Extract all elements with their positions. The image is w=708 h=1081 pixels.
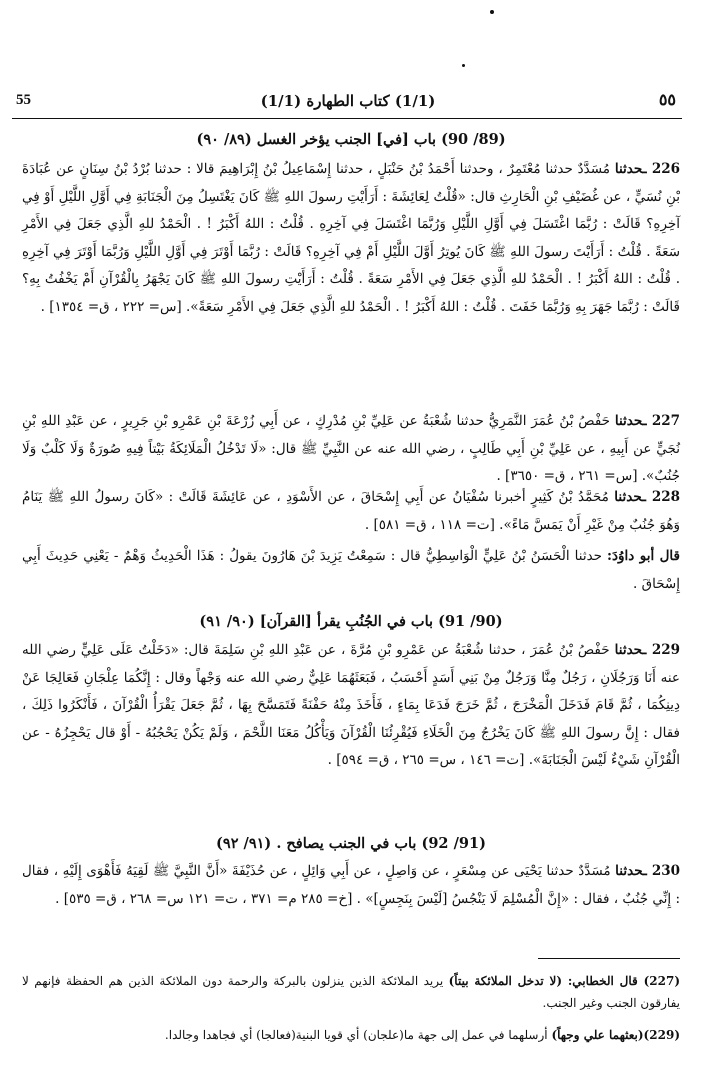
hadith-text: حَفْصُ بْنُ عُمَرَ النَّمَرِيُّ حدثنا شُعْبَةُ عن عَلِيِّ بْنِ مُدْرِكٍ ، عن أَبِي زُرْعَةَ بْنِ عَمْرِو بْنِ جَرِيرٍ ، عن عَبْدِ اللهِ بْنِ نُجَيٍّ عن أَبِيهِ ، عن عَلِيِّ بْنِ أَبِي طَالِبٍ ، رضي الله عنه عن النَّبِيِّ ﷺ قال: «لَا تَدْخُلُ الْمَلَائِكَةُ بَيْتاً فِيهِ صُورَةٌ وَلَا كَلْبٌ وَلَا جُنُبٌ». [س= ٢٦١ ، ق= ٣٦٥٠] . <box>22 413 680 485</box>
scan-mark <box>462 64 465 67</box>
hadith-paragraph <box>22 156 680 322</box>
header-rule <box>12 118 682 119</box>
footnote-229 <box>22 1024 680 1046</box>
hadith-text: مُحَمَّدُ بْنُ كَثِيرٍ أخبرنا سُفْيَانُ عن أَبِي إِسْحَاقَ ، عن الأَسْوَدِ ، عن عَائِشَةَ قَالَتْ : «كَانَ رسولُ اللهِ ﷺ يَنَامُ وَهُوَ جُنُبٌ مِنْ غَيْرِ أَنْ يَمَسَّ مَاءً». [ت= ١١٨ ، ق= ٥٨١] . <box>22 489 680 533</box>
hadith-text: مُسَدَّدٌ حدثنا مُعْتَمِرٌ ، وحدثنا أَحْمَدُ بْنُ حَنْبَلٍ ، حدثنا إِسْمَاعِيلُ بْنُ إِبْرَاهِيمَ قالا : حدثنا بُرْدُ بْنُ سِنَانٍ عن عُبَادَةَ بْنِ نُسَيٍّ ، عن غُضَيْفِ بْنِ الْحَارِثِ قال: «قُلْتُ لِعَائِشَةَ : أَرَأَيْتِ رسولَ اللهِ ﷺ كَانَ يَغْتَسِلُ مِنَ الْجَنَابَةِ فِي أَوَّلِ اللَّيْلِ أَوْ فِي آخِرِهِ؟ قَالَتْ : رُبَّمَا اغْتَسَلَ فِي أَوَّلِ اللَّيْلِ وَرُبَّمَا اغْتَسَلَ فِي آخِرِهِ . قُلْتُ : اللهُ أَكْبَرُ ! . الْحَمْدُ للهِ الَّذِي جَعَلَ فِي الأَمْرِ سَعَةً . قُلْتُ : أَرَأَيْتَ رسولَ اللهِ ﷺ كَانَ يُوتِرُ أَوَّلَ اللَّيْلِ أَمْ فِي آخِرِهِ؟ قَالَتْ : رُبَّمَا أَوْتَرَ فِي أَوَّلِ اللَّيْلِ وَرُبَّمَا أَوْتَرَ فِي آخِرِهِ . قُلْتُ : اللهُ أَكْبَرُ ! . الْحَمْدُ للهِ الَّذِي جَعَلَ فِي الأَمْرِ سَعَةً . قُلْتُ : أَرَأَيْتِ رسولَ اللهِ ﷺ كَانَ يَجْهَرُ بِالْقُرْآنِ أَمْ يَخْفُتُ بِهِ؟ قَالَتْ : رُبَّمَا جَهَرَ بِهِ وَرُبَّمَا خَفَتَ . قُلْتُ : اللهُ أَكْبَرُ ! . الْحَمْدُ للهِ الَّذِي جَعَلَ فِي الأَمْرِ سَعَةً». [س= ٢٢٢ ، ق= ١٣٥٤] . <box>22 161 680 315</box>
footnote-text: يريد الملائكة الذين ينزلون بالبركة والرحمة دون الملائكة الذين هم الحفظة فإنهم لا يفارقون الجنب وغير الجنب. <box>22 974 680 1010</box>
running-header <box>12 86 684 116</box>
section-bab-89 <box>22 126 680 154</box>
hadith-paragraph <box>22 637 680 775</box>
hadith-lead: 226 ـحدثنا <box>614 161 680 177</box>
footnote-lead: (229)(بعثهما علي وجهاً) <box>551 1028 680 1042</box>
scan-mark <box>490 10 494 14</box>
section-bab-90 <box>22 608 680 636</box>
abu-dawud-comment <box>22 543 680 598</box>
comment-text: حدثنا الْحَسَنُ بْنُ عَلِيٍّ الْوَاسِطِيُّ قال : سَمِعْتُ يَزِيدَ بْنَ هَارُونَ يقولُ : هَذَا الْحَدِيثُ وَهْمٌ - يَعْنِي حَدِيثَ أَبِي إِسْحَاقَ . <box>22 548 680 592</box>
hadith-lead: 228 ـحدثنا <box>614 489 681 505</box>
hadith-229 <box>22 637 680 775</box>
hadith-paragraph <box>22 484 680 539</box>
hadith-text: حَفْصُ بْنُ عُمَرَ ، حدثنا شُعْبَةُ عن عَمْرِو بْنِ مُرَّةَ ، عن عَبْدِ اللهِ بْنِ سَلِمَةَ قال: «دَخَلْتُ عَلَى عَلِيٍّ رضي الله عنه أَنَا وَرَجُلَانِ ، رَجُلٌ مِنَّا وَرَجُلٌ مِنْ بَنِي أَسَدٍ أَحْسَبُ ، فَبَعَثَهُمَا عَلِيٌّ رضي الله عنه وَجْهاً وقال : إِنَّكُمَا عِلْجَانِ فَعَالِجَا عَنْ دِينِكُمَا ، ثُمَّ قَامَ فَدَخَلَ الْمَخْرَجَ ، ثُمَّ خَرَجَ فَدَعَا بِمَاءٍ ، فَأَخَذَ مِنْهُ حَفْنَةً فَتَمَسَّحَ بِهَا ، ثُمَّ جَعَلَ يَقْرَأُ الْقُرْآنَ ، فَأَنْكَرُوا ذَلِكَ ، فقال : إِنَّ رسولَ اللهِ ﷺ كَانَ يَخْرُجُ مِنَ الْخَلَاءِ فَيُقْرِئُنَا الْقُرْآنَ وَيَأْكُلُ مَعَنَا اللَّحْمَ ، وَلَمْ يَكُنْ يَحْجُبُهُ - أَوْ قال يَحْجِزُهُ - عن الْقُرْآنِ شَيْءٌ لَيْسَ الْجَنَابَةَ». [ت= ١٤٦ ، س= ٢٦٥ ، ق= ٥٩٤] . <box>22 642 680 769</box>
hadith-paragraph <box>22 858 680 913</box>
comment-lead: قال أبو داوُدَ: <box>607 548 680 564</box>
hadith-227 <box>22 408 680 491</box>
footnote-rule <box>538 958 680 959</box>
footnote-text: أرسلهما في عمل إلى جهة ما(علجان) أي قويا البنية(فعالجا) أي فجاهدا وجالدا. <box>164 1028 548 1042</box>
hadith-paragraph <box>22 408 680 491</box>
chapter-heading: (89/ 90) باب [في] الجنب يؤخر الغسل (٨٩/ ٩٠) <box>196 131 506 148</box>
running-title: (1/1) كتاب الطهارة (1/1) <box>260 92 436 110</box>
section-bab-91 <box>22 830 680 858</box>
hadith-228 <box>22 484 680 539</box>
hadith-230 <box>22 858 680 913</box>
chapter-heading: (90/ 91) باب في الجُنُبِ يقرأ [القرآن] (٩٠/ ٩١) <box>199 613 503 630</box>
footnote-lead: (227) قال الخطابي: (لا تدخل الملائكة بيتاً) <box>448 974 680 988</box>
page-number-arabic: ٥٥ <box>658 90 676 109</box>
footnote-227 <box>22 970 680 1014</box>
comment-paragraph <box>22 543 680 598</box>
chapter-heading: (91/ 92) باب في الجنب يصافح . (٩١/ ٩٢) <box>216 835 486 852</box>
hadith-226 <box>22 156 680 322</box>
hadith-text: مُسَدَّدٌ حدثنا يَحْيَى عن مِسْعَرٍ ، عن وَاصِلٍ ، عن أَبِي وَائِلٍ ، عن حُذَيْفَةَ «أَنَّ النَّبِيَّ ﷺ لَقِيَهُ فَأَهْوَى إِلَيْهِ ، فقال : إِنِّي جُنُبٌ ، فقال : «إِنَّ الْمُسْلِمَ لَا يَنْجُسُ [لَيْسَ بِنَجِسٍ]» . [خ= ٢٨٥ م= ٣٧١ ، ت= ١٢١ س= ٢٦٨ ، ق= ٥٣٥] . <box>22 863 680 907</box>
hadith-lead: 229 ـحدثنا <box>614 642 680 658</box>
hadith-lead: 227 ـحدثنا <box>614 413 680 429</box>
page-number-latin: 55 <box>16 92 31 108</box>
hadith-lead: 230 ـحدثنا <box>615 863 680 879</box>
